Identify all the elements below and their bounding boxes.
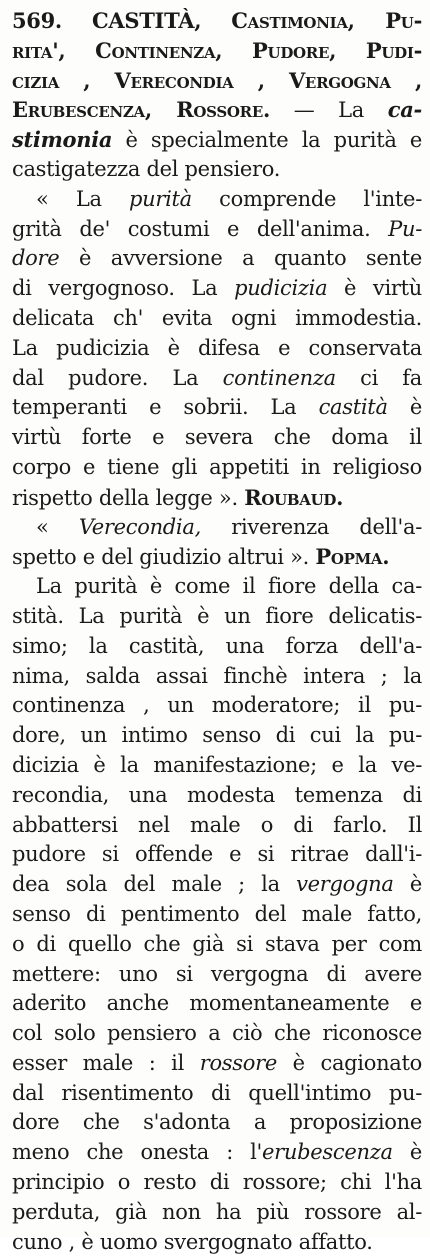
- synonyms-line: [12, 66, 422, 96]
- text-segment: simo; la castità, una forza dell'a-: [12, 633, 422, 658]
- text-segment: abbattersi nel male o di farlo. Il: [12, 812, 422, 837]
- text-line: [12, 1079, 422, 1109]
- text-segment: virtù forte e severa che doma il: [12, 425, 422, 450]
- italic-term: continenza: [222, 365, 336, 390]
- text-line: [12, 840, 422, 870]
- text-line: [12, 1108, 422, 1138]
- italic-term: Verecondia,: [78, 514, 201, 539]
- text-segment: dal pudore. La: [12, 365, 223, 390]
- text-segment: è cagionato: [276, 1050, 422, 1075]
- text-line: [12, 1168, 422, 1198]
- text-line: [12, 125, 422, 155]
- italic-term: Pu-: [388, 216, 422, 241]
- text-segment: comprende l'inte-: [191, 186, 422, 211]
- text-line: [12, 870, 422, 900]
- synonyms-text: Erubescenza, Rossore.: [12, 97, 270, 123]
- text-line: [12, 244, 422, 274]
- text-segment: « La: [36, 186, 129, 211]
- text-segment: recondia, una modesta temenza di: [12, 782, 422, 807]
- text-line: [12, 1019, 422, 1049]
- text-line: [12, 751, 422, 781]
- text-line: [12, 155, 422, 185]
- text-segment: stità. La purità è un fiore delicatis-: [12, 603, 422, 628]
- text-segment: dore che s'adonta a proposizione: [12, 1110, 422, 1135]
- text-segment: — La: [269, 98, 388, 123]
- text-line: [12, 632, 422, 662]
- text-line: [12, 662, 422, 692]
- text-line: [12, 602, 422, 632]
- text-segment: è: [392, 1140, 422, 1165]
- text-line: [12, 989, 422, 1019]
- italic-term: stimonia: [12, 127, 113, 153]
- text-segment: esser male : il: [12, 1050, 200, 1075]
- text-line: [12, 930, 422, 960]
- synonyms-text: rita', Continenza, Pudore, Pudi-: [12, 37, 422, 63]
- text-line: [12, 513, 422, 543]
- synonyms-line: [12, 36, 422, 66]
- italic-term: castità: [318, 395, 388, 420]
- italic-term: ca-: [387, 97, 422, 123]
- text-segment: è specialmente la purità e: [112, 128, 422, 153]
- text-segment: La pudicizia è difesa e conservata: [12, 335, 422, 360]
- text-line: [12, 393, 422, 423]
- text-line: [12, 304, 422, 334]
- text-segment: nima, salda assai finchè intera ; la: [12, 663, 422, 688]
- text-segment: ci fa: [335, 365, 422, 390]
- italic-term: vergogna: [296, 872, 394, 897]
- text-line: [12, 1228, 422, 1257]
- text-line: [12, 960, 422, 990]
- text-line: [12, 721, 422, 751]
- text-line: [12, 334, 422, 364]
- text-line: [12, 453, 422, 483]
- italic-term: purità: [129, 186, 192, 211]
- text-segment: è virtù: [327, 276, 422, 301]
- text-segment: dal risentimento di quell'intimo pu-: [12, 1080, 422, 1105]
- text-segment: è: [393, 872, 422, 897]
- text-segment: spetto e del giudizio altrui ».: [12, 545, 316, 570]
- italic-term: rossore: [199, 1050, 277, 1075]
- text-line: [12, 215, 422, 245]
- text-segment: mettere: uno si vergogna di avere: [12, 961, 422, 986]
- text-segment: corpo e tiene gli appetiti in religioso: [12, 454, 422, 479]
- italic-term: erubescenza: [262, 1140, 393, 1165]
- text-segment: «: [36, 514, 79, 539]
- italic-term: pudicizia: [234, 276, 328, 301]
- text-segment: dore, un intimo senso di cui la pu-: [12, 723, 422, 748]
- text-segment: delicata ch' evita ogni immodestia.: [12, 305, 422, 330]
- text-line: [12, 1198, 422, 1228]
- text-line: [12, 483, 422, 513]
- text-segment: col solo pensiero a ciò che riconosce: [12, 1021, 422, 1046]
- entry-synonyms: Castimonia, Pu-: [231, 8, 422, 33]
- author-citation: Roubaud.: [244, 484, 344, 510]
- text-segment: pudore si offende e si ritrae dall'i-: [12, 842, 422, 867]
- text-line: [12, 572, 422, 602]
- entry-headword: CASTITÀ,: [91, 8, 202, 33]
- text-segment: continenza , un moderatore; il pu-: [12, 693, 422, 718]
- italic-term: dore: [12, 246, 60, 271]
- text-line: [12, 542, 422, 572]
- text-segment: La purità è come il fiore della ca-: [36, 574, 422, 599]
- text-segment: senso di pentimento del male fatto,: [12, 901, 422, 926]
- entry-number: 569.: [12, 8, 62, 33]
- text-segment: grità de' costumi e dell'anima.: [12, 216, 389, 241]
- text-line: [12, 900, 422, 930]
- synonyms-line: [12, 95, 422, 125]
- entry-text: [12, 6, 422, 1257]
- synonyms-text: cizia , Verecondia , Vergogna ,: [12, 67, 422, 93]
- text-line: [12, 1138, 422, 1168]
- text-segment: principio o resto di rossore; chi l'ha: [12, 1170, 422, 1195]
- text-segment: aderito anche momentaneamente e: [12, 991, 422, 1016]
- text-line: [12, 423, 422, 453]
- text-segment: cuno , è uomo svergognato affatto.: [12, 1229, 373, 1254]
- text-segment: dicizia è la manifestazione; e la ve-: [12, 752, 422, 777]
- text-line: [12, 811, 422, 841]
- entry-heading-line: [12, 6, 422, 36]
- text-segment: rispetto della legge ».: [12, 485, 245, 510]
- text-line: [12, 185, 422, 215]
- text-line: [12, 364, 422, 394]
- text-segment: di vergognoso. La: [12, 276, 235, 301]
- text-segment: perduta, già non ha più rossore al-: [12, 1199, 422, 1224]
- text-line: [12, 781, 422, 811]
- text-segment: è: [387, 395, 422, 420]
- text-segment: dea sola del male ; la: [12, 872, 297, 897]
- text-line: [12, 274, 422, 304]
- text-line: [12, 691, 422, 721]
- text-segment: riverenza dell'a-: [200, 514, 422, 539]
- text-segment: temperanti e sobrii. La: [12, 395, 319, 420]
- text-segment: o di quello che già si stava per com: [12, 931, 422, 956]
- text-segment: è avversione a quanto sente: [59, 246, 422, 271]
- author-citation: Popma.: [315, 544, 390, 570]
- text-segment: castigatezza del pensiero.: [12, 156, 281, 181]
- text-line: [12, 1049, 422, 1079]
- text-segment: meno che onesta : l': [12, 1140, 263, 1165]
